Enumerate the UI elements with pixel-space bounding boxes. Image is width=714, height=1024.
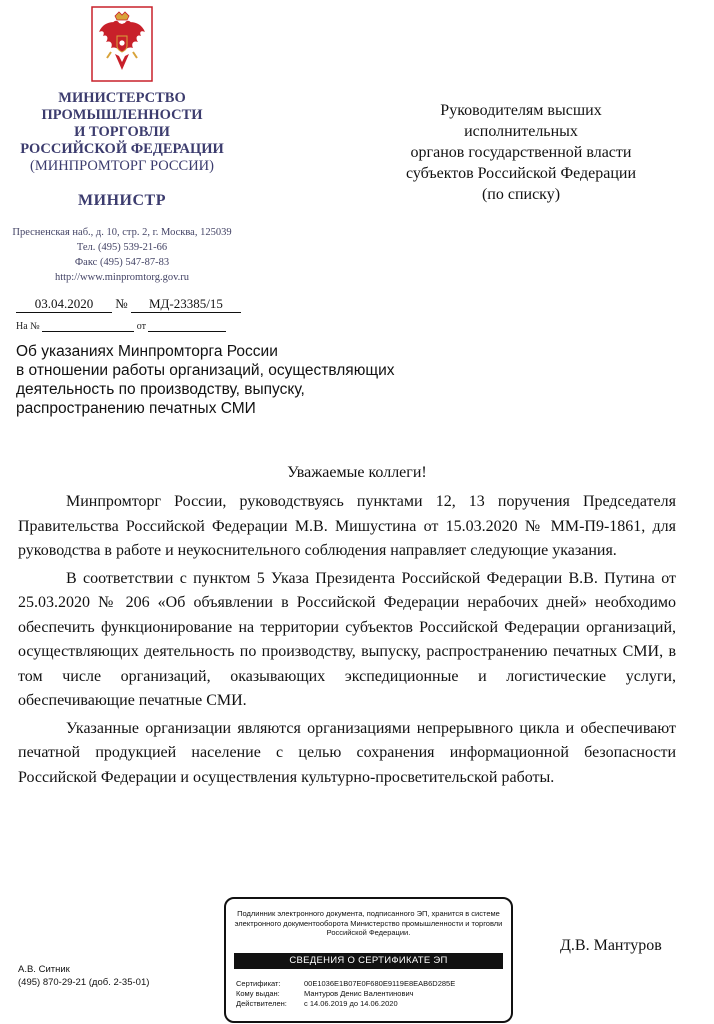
subject-line: деятельность по производству, выпуску, (16, 381, 305, 398)
e-signature-note: Подлинник электронного документа, подписанного ЭП, хранится в системе электронного документооборота Министерство промышленности и торговли Российской Федерации. (234, 909, 503, 937)
ministry-line: ПРОМЫШЛЕННОСТИ (41, 107, 203, 123)
document-number: МД-23385/15 (131, 296, 241, 313)
body-paragraph: В соответствии с пунктом 5 Указа Президента Российской Федерации В.В. Путина от 25.03.2020 № 206 «Об объявлении в Российской Федерации нерабочих дней» необходимо обеспечить функционирование на территории субъектов Российской Федерации организаций, осуществляющих деятельность по производству, выпуску, распространению печатных СМИ, в том числе организаций, оказывающих экспедиционные и логистические услуги, обеспечивающие печатные СМИ. (18, 569, 676, 709)
contact-block (0, 225, 244, 285)
e-signature-stamp (224, 897, 513, 1023)
minister-title: МИНИСТР (78, 192, 166, 209)
ministry-line: МИНИСТЕРСТВО (58, 90, 186, 106)
ministry-line: И ТОРГОВЛИ (74, 124, 170, 140)
executor-name: А.В. Ситник (18, 964, 70, 975)
issued-to-label: Кому выдан: (236, 989, 280, 998)
reference-line (16, 321, 226, 332)
addressee-line: субъектов Российской Федерации (405, 165, 637, 182)
ministry-name (0, 90, 244, 175)
ministry-line: РОССИЙСКОЙ ФЕДЕРАЦИИ (20, 141, 224, 157)
reference-number-blank (42, 331, 134, 332)
addressee-line: органов государственной власти (410, 144, 632, 161)
ministry-abbreviation: (МИНПРОМТОРГ РОССИИ) (30, 158, 214, 174)
subject-line: распространению печатных СМИ (16, 400, 256, 417)
valid-label: Действителен: (236, 999, 287, 1008)
issued-to-value: Мантуров Денис Валентинович (304, 989, 414, 998)
letter-body (18, 490, 676, 793)
number-sign: № (115, 296, 128, 311)
signer-name: Д.В. Мантуров (560, 937, 662, 954)
document-date: 03.04.2020 (16, 296, 112, 313)
addressee-line: (по списку) (481, 186, 561, 203)
subject-line: Об указаниях Минпромторга России (16, 343, 278, 360)
valid-value: с 14.06.2019 до 14.06.2020 (304, 999, 398, 1008)
body-paragraph: Минпромторг России, руководствуясь пунктами 12, 13 поручения Председателя Правительства Российской Федерации М.В. Мишустина от 15.03.2020 № ММ-П9-1861, для руководства в работе и неукоснительного соблюдения направляет следующие указания. (18, 493, 676, 559)
reference-label: На № (16, 321, 40, 332)
executor-phone: (495) 870-29-21 (доб. 2-35-01) (18, 977, 150, 988)
body-paragraph: Указанные организации являются организациями непрерывного цикла и обеспечивают печатной продукцией население с целью сохранения информационной безопасности Российской Федерации и осуществления культурно-просветительской работы. (18, 719, 676, 786)
document-subject (16, 342, 416, 418)
certificate-details (236, 979, 455, 1009)
e-signature-title: СВЕДЕНИЯ О СЕРТИФИКАТЕ ЭП (234, 953, 503, 969)
addressee-line: исполнительных (464, 123, 578, 140)
addressee-line: Руководителям высших (440, 102, 602, 119)
certificate-label: Сертификат: (236, 979, 281, 988)
phone: Тел. (495) 539-21-66 (76, 242, 168, 253)
fax: Факс (495) 547-87-83 (74, 257, 170, 268)
reference-from-label: от (136, 321, 146, 332)
addressee-block (378, 100, 664, 205)
executor-block (18, 963, 149, 989)
subject-line: в отношении работы организаций, осуществляющих (16, 362, 395, 379)
coat-of-arms-icon (91, 6, 153, 82)
address: Пресненская наб., д. 10, стр. 2, г. Москва, 125039 (12, 227, 232, 238)
certificate-value: 00E1036E1B07E0F680E9119E8EAB6D285E (304, 979, 456, 988)
reference-date-blank (148, 331, 226, 332)
website-link[interactable]: http://www.minpromtorg.gov.ru (54, 272, 190, 283)
registration-line (16, 296, 241, 313)
salutation: Уважаемые коллеги! (287, 464, 427, 481)
